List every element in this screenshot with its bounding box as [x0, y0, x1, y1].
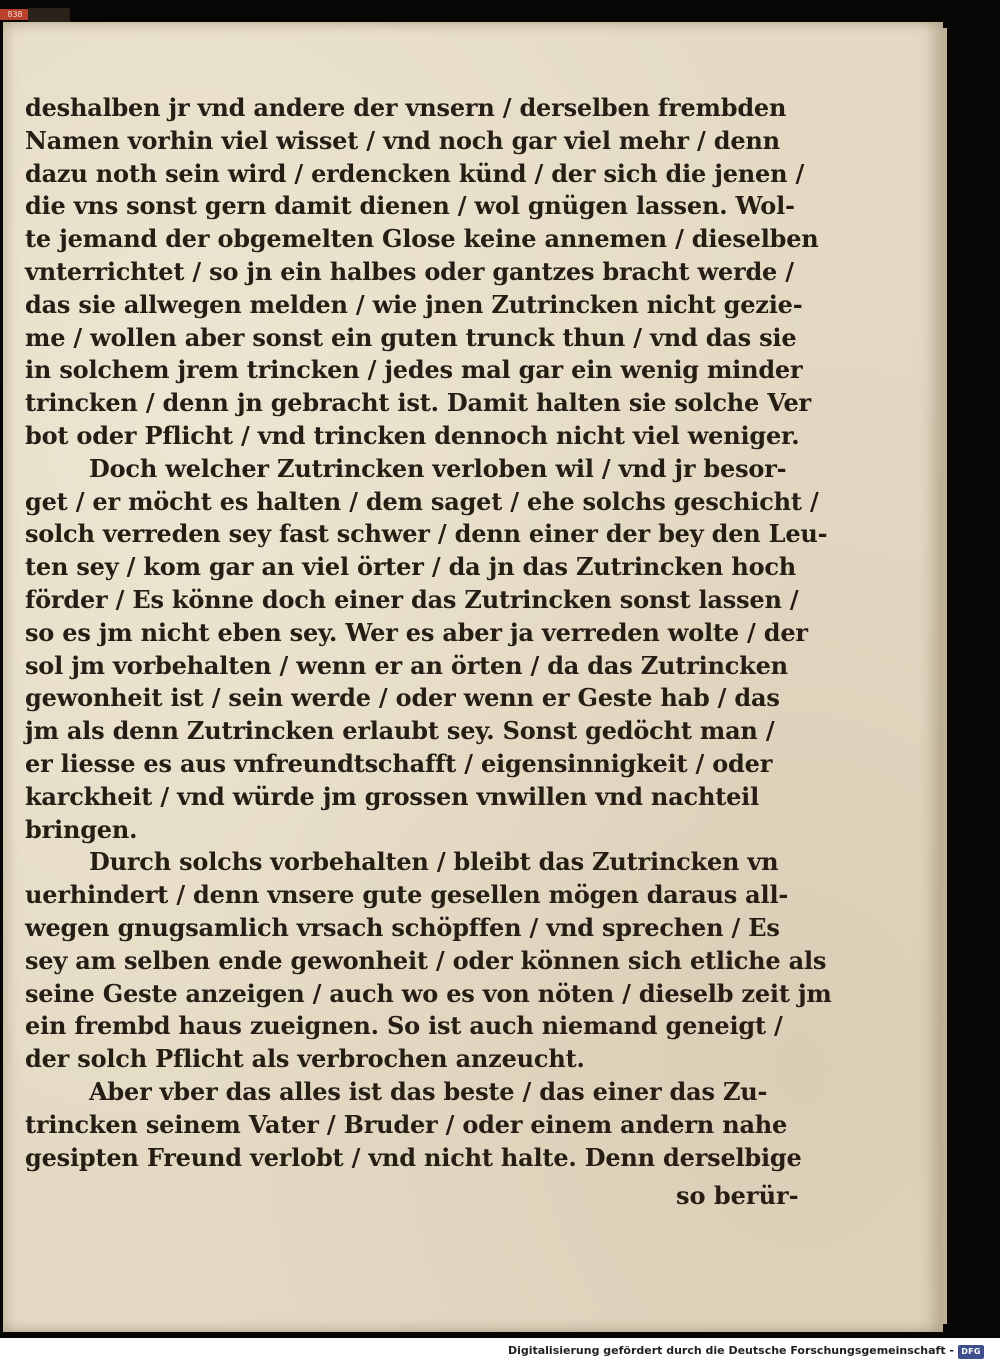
text-line: Namen vorhin viel wisset / vnd noch gar viel mehr / denn	[25, 125, 780, 155]
text-line: so es jm nicht eben sey. Wer es aber ja verreden wolte / der	[25, 617, 808, 647]
dfg-logo: DFG	[958, 1345, 984, 1359]
catchword: so berür-	[676, 1181, 799, 1210]
text-line: trincken / denn jn gebracht ist. Damit halten sie solche Ver	[25, 388, 811, 418]
text-line: bot oder Pflicht / vnd trincken dennoch nicht viel weniger.	[25, 420, 800, 450]
page-number-label: 838	[0, 9, 30, 20]
text-line: uerhindert / denn vnsere gute gesellen mögen daraus all-	[25, 880, 789, 910]
text-line: ten sey / kom gar an viel örter / da jn das Zutrincken hoch	[25, 552, 797, 582]
text-line: wegen gnugsamlich vrsach schöpffen / vnd sprechen / Es	[25, 912, 780, 942]
text-line: seine Geste anzeigen / auch wo es von nöten / dieselb zeit jm	[25, 978, 832, 1008]
text-line: Doch welcher Zutrincken verloben wil / vnd jr besor-	[89, 453, 787, 483]
page-text-body	[25, 92, 832, 1174]
text-line: förder / Es könne doch einer das Zutrincken sonst lassen /	[25, 584, 799, 614]
text-line: te jemand der obgemelten Glose keine annemen / dieselben	[25, 224, 819, 254]
book-spine-edge	[28, 8, 70, 22]
text-line: me / wollen aber sonst ein guten trunck thun / vnd das sie	[25, 322, 797, 352]
scanned-page	[3, 22, 943, 1332]
text-line: karckheit / vnd würde jm grossen vnwillen vnd nachteil	[25, 781, 759, 811]
text-line: Aber vber das alles ist das beste / das einer das Zu-	[89, 1076, 768, 1106]
text-line: trincken seinem Vater / Bruder / oder einem andern nahe	[25, 1109, 788, 1139]
text-line: das sie allwegen melden / wie jnen Zutrincken nicht gezie-	[25, 289, 803, 319]
text-line: vnterrichtet / so jn ein halbes oder gantzes bracht werde /	[25, 256, 794, 286]
text-line: dazu noth sein wird / erdencken künd / der sich die jenen /	[25, 158, 805, 188]
digitization-credit: Digitalisierung gefördert durch die Deutsche Forschungsgemeinschaft -	[507, 1344, 954, 1357]
text-line: ein frembd haus zueignen. So ist auch niemand geneigt /	[25, 1011, 783, 1041]
text-line: Durch solchs vorbehalten / bleibt das Zutrincken vn	[89, 847, 779, 877]
text-line: get / er möcht es halten / dem saget / ehe solchs geschicht /	[25, 486, 819, 516]
page-edge	[943, 28, 947, 1324]
text-line: gewonheit ist / sein werde / oder wenn er Geste hab / das	[25, 683, 780, 713]
text-line: er liesse es aus vnfreundtschafft / eigensinnigkeit / oder	[25, 748, 773, 778]
text-line: bringen.	[25, 814, 138, 844]
text-line: der solch Pflicht als verbrochen anzeucht.	[25, 1044, 585, 1074]
text-line: jm als denn Zutrincken erlaubt sey. Sonst gedöcht man /	[25, 716, 775, 746]
text-line: in solchem jrem trincken / jedes mal gar ein wenig minder	[25, 355, 803, 385]
text-line: sey am selben ende gewonheit / oder können sich etliche als	[25, 945, 827, 975]
text-line: deshalben jr vnd andere der vnsern / derselben frembden	[25, 93, 787, 122]
text-line: solch verreden sey fast schwer / denn einer der bey den Leu-	[25, 519, 828, 549]
text-line: die vns sonst gern damit dienen / wol gnügen lassen. Wol-	[25, 191, 795, 221]
text-line: sol jm vorbehalten / wenn er an örten / da das Zutrincken	[25, 650, 788, 680]
text-line: gesipten Freund verlobt / vnd nicht halte. Denn derselbige	[25, 1142, 802, 1172]
